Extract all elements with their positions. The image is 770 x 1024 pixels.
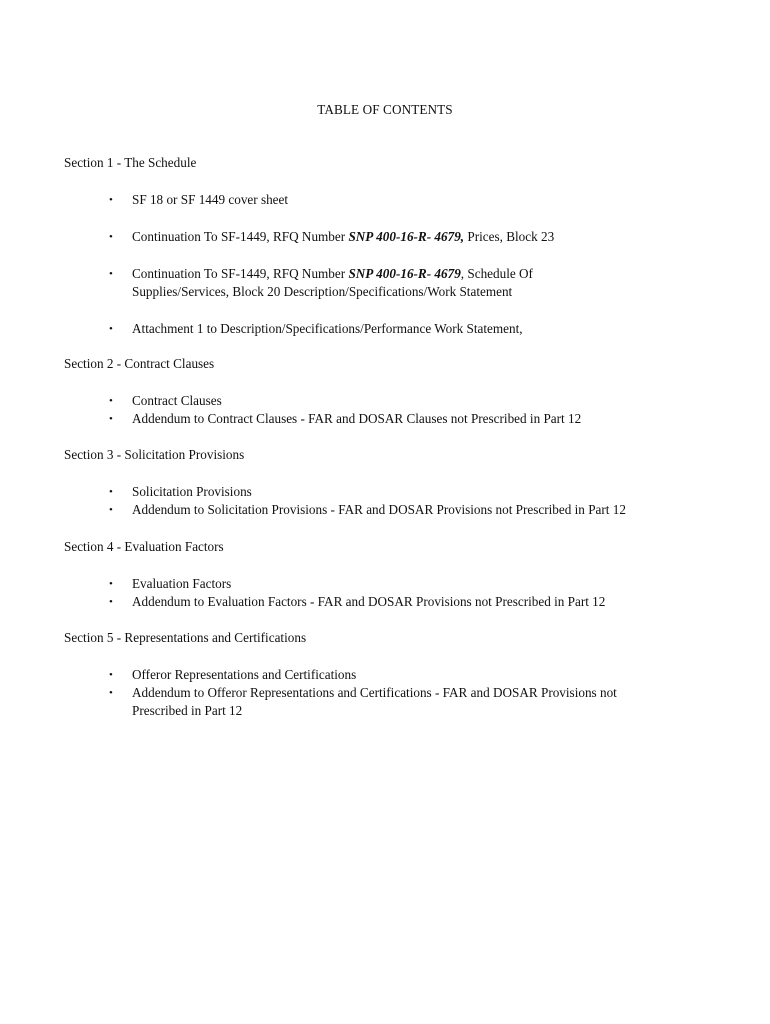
toc-item-text	[132, 228, 712, 246]
toc-item-prefix: Continuation To SF-1449, RFQ Number	[132, 266, 349, 281]
bullet-icon: •	[109, 395, 113, 407]
toc-item-text: Attachment 1 to Description/Specifications/Performance Work Statement,	[132, 321, 523, 336]
bullet-icon: •	[109, 504, 113, 516]
bullet-icon: •	[109, 578, 113, 590]
toc-item	[64, 410, 712, 428]
bullet-icon: •	[109, 323, 113, 335]
toc-item-text: Offeror Representations and Certifications	[132, 667, 357, 682]
toc-item	[64, 392, 712, 410]
bullet-icon: •	[109, 596, 113, 608]
section-4-items	[64, 575, 712, 611]
toc-item-text: Addendum to Offeror Representations and Certifications - FAR and DOSAR Provisions not	[132, 685, 617, 700]
bullet-icon: •	[109, 268, 113, 280]
section-1-items	[64, 191, 712, 338]
section-5-heading: Section 5 - Representations and Certifications	[64, 630, 307, 645]
toc-item-text: Addendum to Solicitation Provisions - FAR and DOSAR Provisions not Prescribed in Part 12	[132, 502, 626, 517]
section-3-items	[64, 483, 712, 519]
section-5-items	[64, 666, 712, 720]
toc-item-text: Evaluation Factors	[132, 576, 232, 591]
toc-item-text	[132, 265, 712, 283]
section-1-heading: Section 1 - The Schedule	[64, 155, 197, 170]
toc-item-text: SF 18 or SF 1449 cover sheet	[132, 192, 289, 207]
rfq-number: SNP 400-16-R- 4679	[348, 266, 461, 281]
rfq-number: SNP 400-16-R- 4679,	[348, 229, 465, 244]
bullet-icon: •	[109, 231, 113, 243]
toc-item-text: Contract Clauses	[132, 393, 222, 408]
toc-item	[64, 228, 712, 246]
toc-item-text-continued: Prescribed in Part 12	[132, 703, 243, 718]
toc-item-text: Addendum to Evaluation Factors - FAR and DOSAR Provisions not Prescribed in Part 12	[132, 594, 606, 609]
bullet-icon: •	[109, 486, 113, 498]
section-3-heading: Section 3 - Solicitation Provisions	[64, 447, 245, 462]
toc-item	[64, 575, 712, 593]
toc-item-text: Addendum to Contract Clauses - FAR and DOSAR Clauses not Prescribed in Part 12	[132, 411, 582, 426]
page-title: TABLE OF CONTENTS	[317, 102, 453, 117]
toc-item-suffix: , Schedule Of	[460, 266, 533, 281]
toc-item-text: Solicitation Provisions	[132, 484, 252, 499]
bullet-icon: •	[109, 194, 113, 206]
toc-item-prefix: Continuation To SF-1449, RFQ Number	[132, 229, 349, 244]
section-2-items	[64, 392, 712, 428]
toc-item-suffix: Prices, Block 23	[464, 229, 555, 244]
section-4-heading: Section 4 - Evaluation Factors	[64, 539, 224, 554]
section-2-heading: Section 2 - Contract Clauses	[64, 356, 215, 371]
toc-item	[64, 191, 712, 209]
toc-item	[64, 684, 712, 720]
toc-item-text-continued: Supplies/Services, Block 20 Description/Specifications/Work Statement	[132, 284, 513, 299]
bullet-icon: •	[109, 413, 113, 425]
toc-item	[64, 320, 712, 338]
toc-item	[64, 483, 712, 501]
bullet-icon: •	[109, 669, 113, 681]
bullet-icon: •	[109, 687, 113, 699]
toc-item	[64, 666, 712, 684]
toc-item	[64, 501, 712, 519]
toc-item	[64, 593, 712, 611]
toc-item	[64, 265, 712, 301]
